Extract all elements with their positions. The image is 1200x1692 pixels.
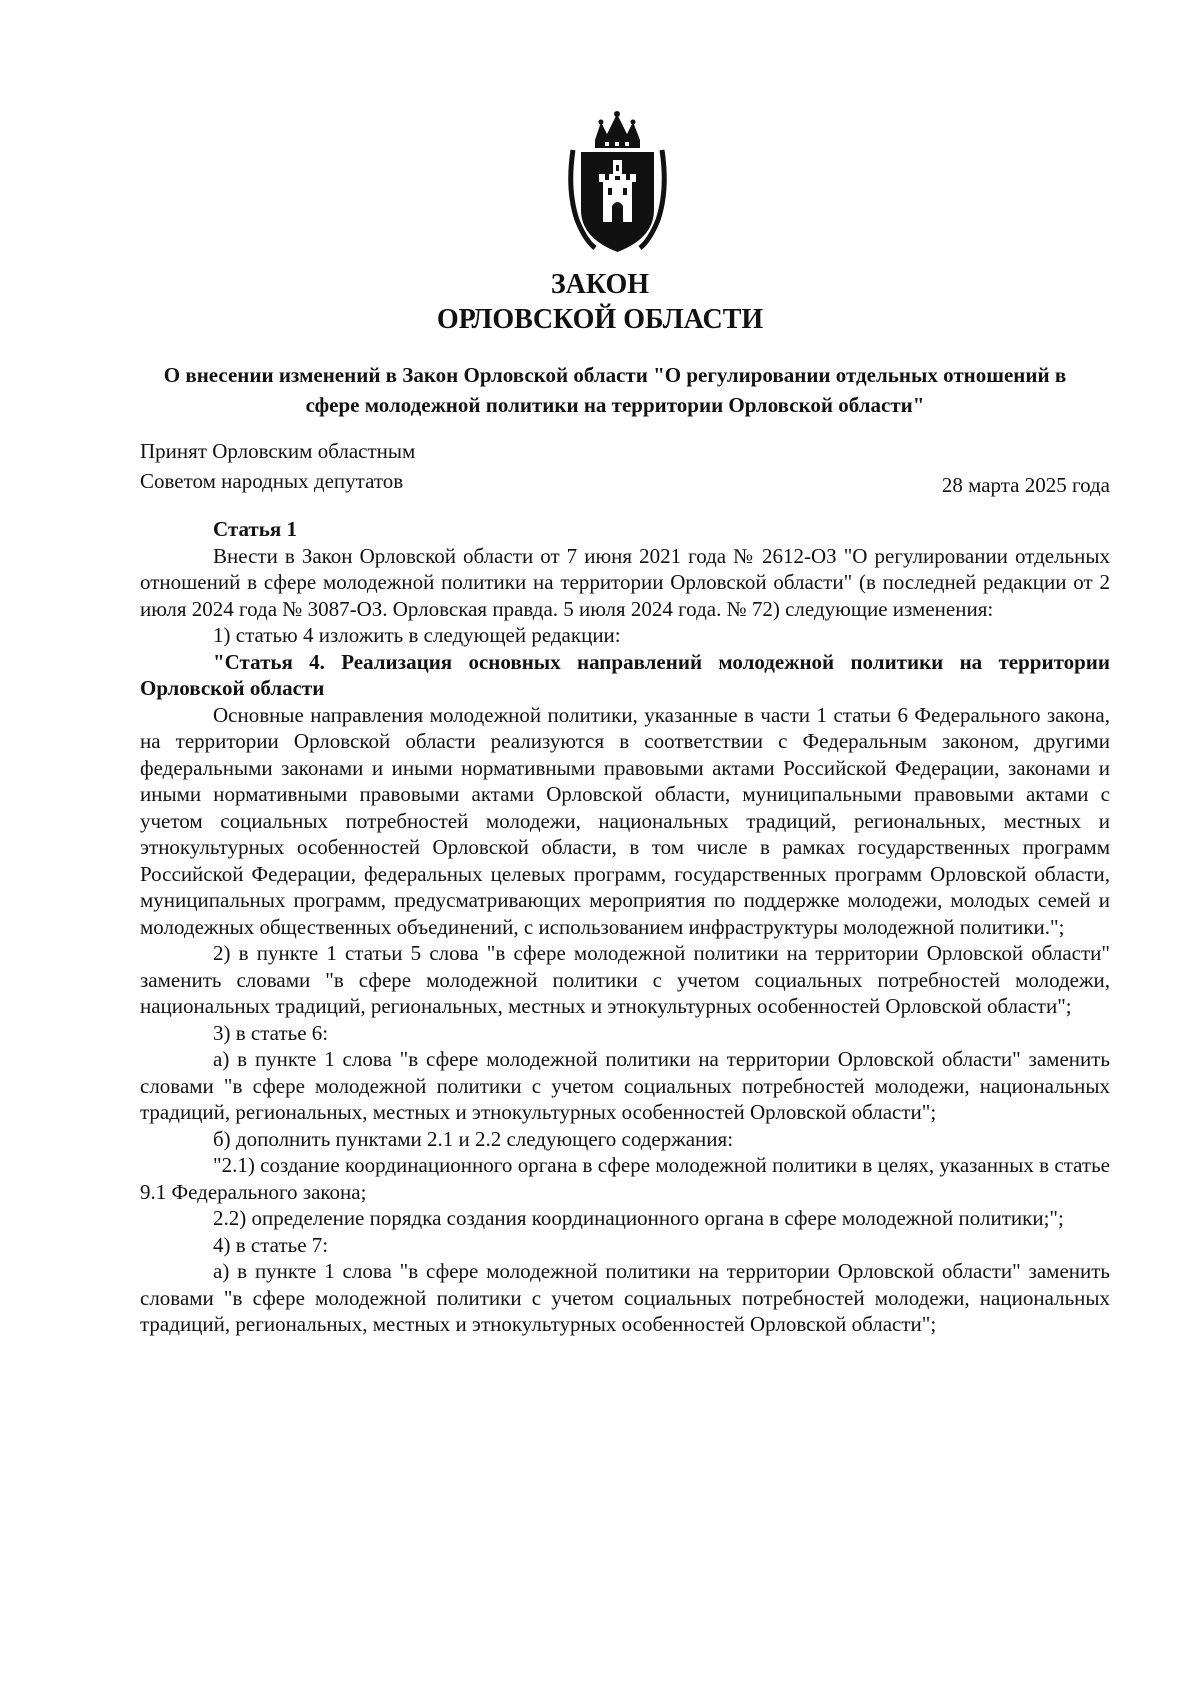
paragraph: б) дополнить пунктами 2.1 и 2.2 следующего содержания: [213,1126,734,1151]
paragraph: а) в пункте 1 слова "в сфере молодежной политики на территории Орловской области" заменить словами "в сфере молодежной политики с учетом социальных потребностей молодежи, национальных традиций, региональных, местных и этнокультурных особенностей Орловской области"; [140,1047,1110,1124]
paragraph: 3) в статье 6: [213,1020,329,1045]
orel-coat-of-arms-icon [565,110,670,255]
document-title-line2: ОРЛОВСКОЙ ОБЛАСТИ [436,304,764,335]
article-heading: Статья 1 [213,517,297,541]
adoption-date: 28 марта 2025 года [941,473,1110,497]
paragraph: 2.2) определение порядка создания координационного органа в сфере молодежной политики;"; [213,1206,1064,1230]
paragraph: 1) статью 4 изложить в следующей редакции: [213,623,621,647]
document-body [140,516,1110,1338]
article-4-heading: "Статья 4. Реализация основных направлений молодежной политики на территории Орловской области [140,649,1110,700]
paragraph: 4) в статье 7: [213,1232,329,1257]
document-subtitle: О внесении изменений в Закон Орловской области "О регулировании отдельных отношений в сфере молодежной политики на территории Орловской области" [163,363,1067,417]
paragraph: Основные направления молодежной политики, указанные в части 1 статьи 6 Федерального закона, на территории Орловской области реализуются в соответствии с Федеральным законом, другими федеральными законами и иными нормативными правовыми актами Российской Федерации, законами и иными нормативными правовыми актами Орловской области, муниципальными правовыми актами с учетом социальных потребностей молодежи, национальных традиций, региональных, местных и этнокультурных особенностей Орловской области, в том числе в рамках государственных программ Российской Федерации, федеральных целевых программ, государственных программ Орловской области, муниципальных программ, предусматривающих мероприятия по поддержке молодежи, молодых семей и молодежных общественных объединений, с использованием инфраструктуры молодежной политики."; [140,702,1110,939]
paragraph: а) в пункте 1 слова "в сфере молодежной политики на территории Орловской области" заменить словами "в сфере молодежной политики с учетом социальных потребностей молодежи, национальных традиций, региональных, местных и этнокультурных особенностей Орловской области"; [140,1259,1110,1336]
paragraph: 2) в пункте 1 статьи 5 слова "в сфере молодежной политики на территории Орловской области" заменить словами "в сфере молодежной политики с учетом социальных потребностей молодежи, национальных традиций, региональных, местных и этнокультурных особенностей Орловской области"; [140,941,1110,1018]
paragraph: "2.1) создание координационного органа в сфере молодежной политики в целях, указанных в статье 9.1 Федерального закона; [140,1153,1110,1204]
adoption-line2: Советом народных депутатов [140,469,404,493]
paragraph: Внести в Закон Орловской области от 7 июня 2021 года № 2612-ОЗ "О регулировании отдельных отношений в сфере молодежной политики на территории Орловской области" (в последней редакции от 2 июля 2024 года № 3087-ОЗ. Орловская правда. 5 июля 2024 года. № 72) следующие изменения: [140,543,1110,621]
adoption-authority [140,436,415,496]
document-title-line1: ЗАКОН [550,269,650,300]
adoption-line1: Принят Орловским областным [140,439,416,463]
